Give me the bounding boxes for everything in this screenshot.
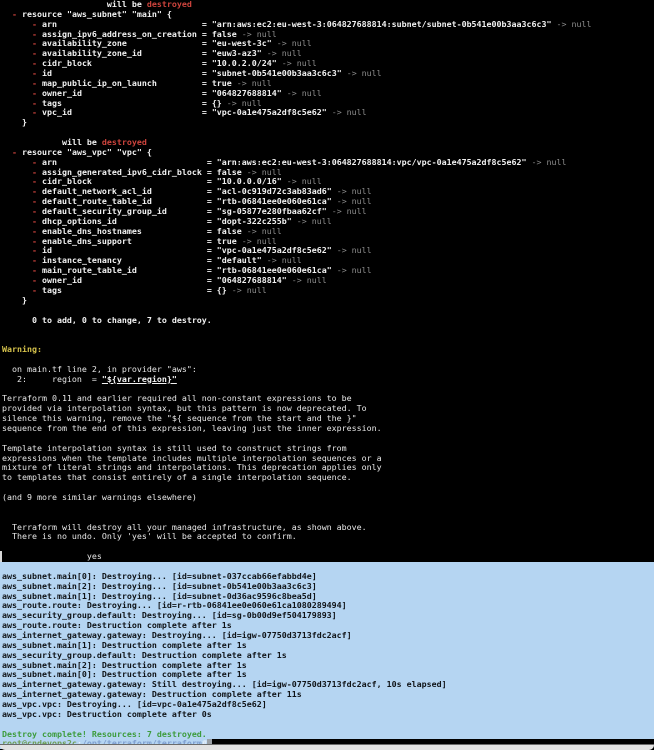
terminal-line: - instance_tenancy = "default" -> null — [31, 255, 302, 266]
terminal-line: - cidr_block = "10.0.2.0/24" -> null — [31, 58, 317, 69]
window-bottom-edge — [0, 744, 654, 750]
terminal-line: - default_security_group_id = "sg-05877e280fbaa62cf" -> null — [31, 206, 367, 217]
terminal-line: Destroy complete! Resources: 7 destroyed. — [0, 730, 654, 740]
terminal-line: - assign_generated_ipv6_cidr_block = false -> null — [31, 166, 282, 177]
terminal-line: - dhcp_options_id = "dopt-322c255b" -> null — [31, 215, 332, 226]
terminal-line: expressions when the template includes multiple interpolation sequences or a — [2, 452, 382, 463]
terminal-line: - map_public_ip_on_launch = true -> null — [31, 77, 272, 88]
terminal-line: 2: region = "${var.region}" — [2, 373, 177, 384]
terminal-line: aws_subnet.main[1]: Destruction complete after 1s — [0, 641, 654, 651]
terminal-line: } — [2, 294, 27, 305]
terminal-line — [0, 503, 654, 513]
terminal-line: to templates that consist entirely of a single interpolation sequence. — [2, 472, 352, 483]
terminal-line: - enable_dns_support = true -> null — [31, 235, 277, 246]
terminal-line: - id = "vpc-0a1e475a2df8c5e62" -> null — [31, 245, 372, 256]
terminal-line: aws_route.route: Destruction complete after 1s — [0, 621, 654, 631]
terminal-line: - owner_id = "064827688814" -> null — [31, 87, 322, 98]
terminal-line: - resource "aws_vpc" "vpc" { — [12, 146, 152, 157]
terminal-line: (and 9 more similar warnings elsewhere) — [2, 491, 197, 502]
terminal-line: aws_internet_gateway.gateway: Still destroying... [id=igw-07750d3713fdc2acf, 10s elapsed] — [0, 680, 654, 690]
terminal-line: mixture of literal strings and interpolations. This deprecation applies only — [2, 462, 382, 473]
terminal-line: - availability_zone = "eu-west-3c" -> null — [31, 38, 312, 49]
terminal-line: aws_route.route: Destroying... [id=r-rtb-06841ee0e060e61ca1080289494] — [0, 601, 654, 611]
terminal-line: sequence from the end of this expression, leaving just the inner expression. — [2, 422, 382, 433]
terminal-line: - availability_zone_id = "euw3-az3" -> null — [31, 48, 302, 59]
terminal-line: - resource "aws_subnet" "main" { — [12, 8, 172, 19]
terminal-line: aws_subnet.main[0]: Destruction complete after 1s — [0, 670, 654, 680]
terminal-line: aws_vpc.vpc: Destroying... [id=vpc-0a1e475a2df8c5e62] — [0, 700, 654, 710]
terminal-line: - tags = {} -> null — [31, 97, 262, 108]
terminal-line: aws_subnet.main[0]: Destroying... [id=subnet-037ccab66efabbd4e] — [0, 572, 654, 582]
terminal-line: will be destroyed — [106, 0, 192, 9]
terminal-line: aws_security_group.default: Destruction complete after 1s — [0, 651, 654, 661]
terminal-line: aws_internet_gateway.gateway: Destruction complete after 11s — [0, 690, 654, 700]
terminal-line: - enable_dns_hostnames = false -> null — [31, 225, 282, 236]
terminal-line: yes — [2, 551, 102, 562]
terminal-line: on main.tf line 2, in provider "aws": — [2, 363, 197, 374]
terminal-line: aws_subnet.main[1]: Destroying... [id=subnet-0d36ac9596c8bea5d] — [0, 592, 654, 602]
terminal-line: - default_network_acl_id = "acl-0c919d72c3ab83ad6" -> null — [31, 186, 372, 197]
text-cursor-ibeam — [0, 551, 2, 562]
terminal-line: aws_subnet.main[2]: Destroying... [id=subnet-0b541e00b3aa3c6c3] — [0, 582, 654, 592]
terminal-line — [0, 325, 654, 335]
terminal-line: provided via interpolation syntax, but this pattern is now deprecated. To — [2, 403, 367, 414]
terminal-line — [0, 335, 654, 345]
terminal-line: aws_vpc.vpc: Destruction complete after 0s — [0, 710, 654, 720]
terminal-line: Terraform will destroy all your managed infrastructure, as shown above. — [2, 521, 367, 532]
terminal-line: Template interpolation syntax is still used to construct strings from — [2, 442, 347, 453]
terminal-line: } — [2, 117, 27, 128]
terminal-line: - id = "subnet-0b541e00b3aa3c6c3" -> null — [31, 68, 382, 79]
terminal-line: - arn = "arn:aws:ec2:eu-west-3:064827688814:vpc/vpc-0a1e475a2df8c5e62" -> null — [31, 156, 567, 167]
terminal-line: 0 to add, 0 to change, 7 to destroy. — [2, 314, 212, 325]
terminal-line: aws_subnet.main[2]: Destruction complete after 1s — [0, 661, 654, 671]
terminal-line: There is no undo. Only 'yes' will be accepted to confirm. — [2, 531, 297, 542]
terminal-line: will be destroyed — [61, 137, 147, 148]
terminal-line: - tags = {} -> null — [31, 284, 267, 295]
terminal-line: aws_security_group.default: Destroying... [id=sg-0b00d9ef504179893] — [0, 611, 654, 621]
terminal-line: - assign_ipv6_address_on_creation = false -> null — [31, 28, 277, 39]
terminal-line: Warning: — [2, 344, 42, 355]
terminal-line: aws_internet_gateway.gateway: Destroying... [id=igw-07750d3713fdc2acf] — [0, 631, 654, 641]
terminal-line: Terraform 0.11 and earlier required all non-constant expressions to be — [2, 393, 352, 404]
terminal-line: - main_route_table_id = "rtb-06841ee0e060e61ca" -> null — [31, 265, 372, 276]
terminal-line: - owner_id = "064827688814" -> null — [31, 275, 327, 286]
terminal-line: - vpc_id = "vpc-0a1e475a2df8c5e62" -> null — [31, 107, 367, 118]
terminal-line: silence this warning, remove the "${ sequence from the start and the }" — [2, 413, 357, 424]
terminal-line: - arn = "arn:aws:ec2:eu-west-3:064827688814:subnet/subnet-0b541e00b3aa3c6c3" -> null — [31, 18, 592, 29]
terminal-line: - default_route_table_id = "rtb-06841ee0e060e61ca" -> null — [31, 196, 372, 207]
terminal-line: - cidr_block = "10.0.0.0/16" -> null — [31, 176, 322, 187]
